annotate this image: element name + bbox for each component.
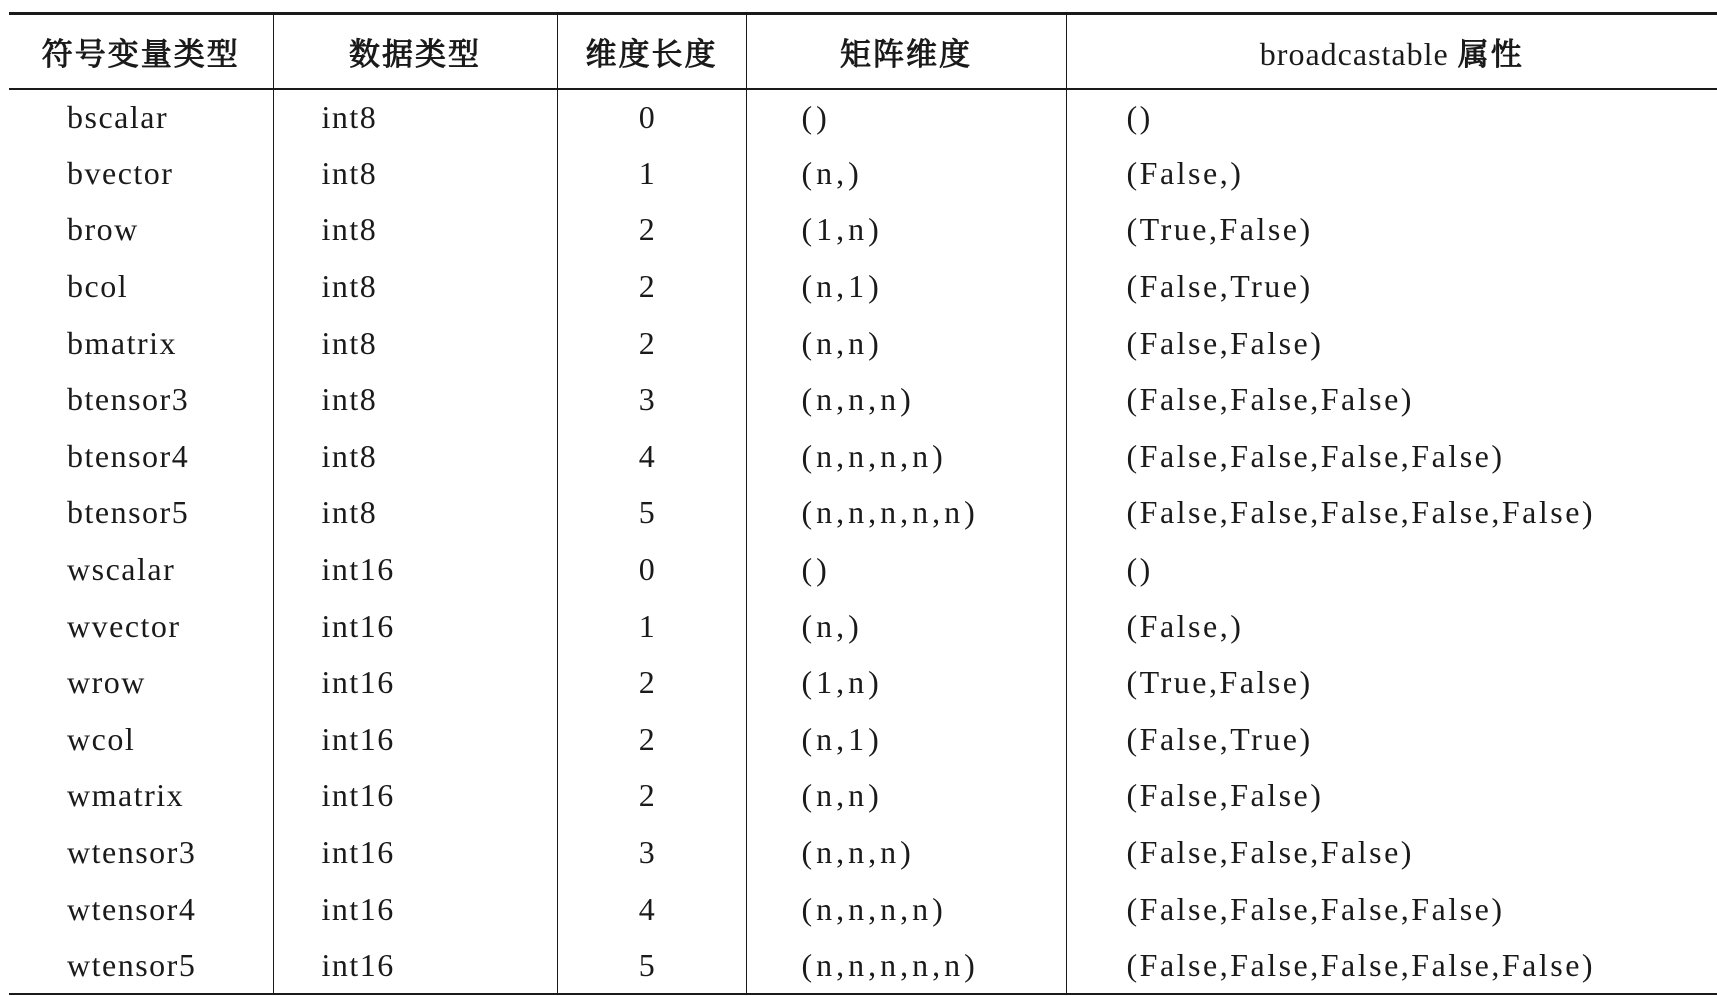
cell-broadcastable: (True,False) [1066, 654, 1717, 711]
cell-broadcastable: (False,False,False,False,False) [1066, 485, 1717, 542]
cell-shape: (n,1) [746, 711, 1066, 768]
cell-ndim: 2 [557, 768, 746, 825]
cell-shape: (n,n,n,n,n) [746, 485, 1066, 542]
cell-ndim: 5 [557, 485, 746, 542]
cell-symbol: wtensor4 [67, 890, 197, 927]
cell-symbol: wtensor3 [67, 834, 197, 871]
table-row [9, 598, 1717, 655]
cell-symbol: brow [67, 211, 139, 248]
cell-broadcastable: (False,False,False,False) [1066, 881, 1717, 938]
cell-symbol: bvector [67, 154, 174, 191]
cell-broadcastable: (False,) [1066, 145, 1717, 202]
cell-data-type: int16 [273, 937, 557, 994]
cell-symbol: bmatrix [67, 324, 178, 361]
cell-shape: (n,n,n,n) [746, 881, 1066, 938]
cell-symbol: btensor3 [67, 381, 190, 418]
cell-broadcastable: (False,) [1066, 598, 1717, 655]
cell-data-type: int8 [273, 485, 557, 542]
cell-ndim: 4 [557, 428, 746, 485]
cell-symbol: wvector [67, 607, 181, 644]
cell-data-type: int16 [273, 881, 557, 938]
cell-broadcastable: (False,False,False) [1066, 371, 1717, 428]
table-row [9, 485, 1717, 542]
cell-data-type: int16 [273, 654, 557, 711]
tensor-type-table [9, 12, 1717, 995]
cell-shape: (n,n) [746, 315, 1066, 372]
table-row [9, 428, 1717, 485]
cell-ndim: 5 [557, 937, 746, 994]
table-row [9, 881, 1717, 938]
cell-symbol: wmatrix [67, 777, 185, 814]
cell-shape: (n,) [746, 598, 1066, 655]
cell-broadcastable: (False,False,False,False,False) [1066, 937, 1717, 994]
cell-shape: (n,n,n) [746, 371, 1066, 428]
cell-symbol: wrow [67, 664, 146, 701]
cell-shape: (1,n) [746, 654, 1066, 711]
cell-ndim: 2 [557, 711, 746, 768]
cell-broadcastable: () [1066, 541, 1717, 598]
cell-broadcastable: (False,True) [1066, 258, 1717, 315]
cell-data-type: int16 [273, 541, 557, 598]
cell-data-type: int8 [273, 428, 557, 485]
cell-shape: (1,n) [746, 202, 1066, 259]
table-row [9, 202, 1717, 259]
cell-symbol: wscalar [67, 551, 176, 588]
header-matrix-dimension: 矩阵维度 [746, 14, 1066, 89]
table-body [9, 89, 1717, 995]
cell-broadcastable: (False,True) [1066, 711, 1717, 768]
table-row [9, 711, 1717, 768]
cell-data-type: int16 [273, 598, 557, 655]
cell-broadcastable: (True,False) [1066, 202, 1717, 259]
cell-symbol: bcol [67, 268, 129, 305]
header-symbol-type: 符号变量类型 [9, 14, 273, 89]
cell-ndim: 2 [557, 258, 746, 315]
table-row [9, 89, 1717, 146]
table-row [9, 258, 1717, 315]
cell-shape: () [746, 89, 1066, 146]
header-broadcastable [1066, 14, 1717, 89]
table-row [9, 541, 1717, 598]
table-header [9, 14, 1717, 89]
header-row [9, 14, 1717, 89]
tensor-type-table-container [9, 12, 1717, 995]
table-row [9, 315, 1717, 372]
cell-shape: (n,n,n) [746, 824, 1066, 881]
cell-shape: (n,n,n,n,n) [746, 937, 1066, 994]
cell-symbol: bscalar [67, 98, 169, 135]
header-broadcastable-attr: 属性 [1457, 36, 1524, 73]
cell-ndim: 1 [557, 598, 746, 655]
cell-ndim: 3 [557, 371, 746, 428]
cell-broadcastable: (False,False,False,False) [1066, 428, 1717, 485]
header-data-type: 数据类型 [273, 14, 557, 89]
cell-symbol: btensor4 [67, 437, 190, 474]
cell-data-type: int8 [273, 315, 557, 372]
cell-ndim: 1 [557, 145, 746, 202]
table-row [9, 937, 1717, 994]
header-dimension-length: 维度长度 [557, 14, 746, 89]
table-row [9, 145, 1717, 202]
cell-shape: (n,n) [746, 768, 1066, 825]
cell-broadcastable: (False,False) [1066, 315, 1717, 372]
cell-data-type: int8 [273, 258, 557, 315]
cell-data-type: int8 [273, 145, 557, 202]
cell-ndim: 3 [557, 824, 746, 881]
cell-ndim: 0 [557, 89, 746, 146]
cell-broadcastable: (False,False,False) [1066, 824, 1717, 881]
cell-symbol: btensor5 [67, 494, 190, 531]
cell-shape: (n,) [746, 145, 1066, 202]
table-row [9, 654, 1717, 711]
cell-ndim: 2 [557, 315, 746, 372]
table-row [9, 371, 1717, 428]
cell-data-type: int8 [273, 89, 557, 146]
cell-ndim: 2 [557, 202, 746, 259]
cell-data-type: int16 [273, 824, 557, 881]
cell-data-type: int8 [273, 371, 557, 428]
table-row [9, 768, 1717, 825]
cell-broadcastable: (False,False) [1066, 768, 1717, 825]
cell-ndim: 4 [557, 881, 746, 938]
table-row [9, 824, 1717, 881]
cell-ndim: 0 [557, 541, 746, 598]
cell-shape: (n,n,n,n) [746, 428, 1066, 485]
cell-symbol: wtensor5 [9, 937, 273, 994]
cell-shape: (n,1) [746, 258, 1066, 315]
cell-ndim: 2 [557, 654, 746, 711]
cell-data-type: int16 [273, 711, 557, 768]
cell-data-type: int16 [273, 768, 557, 825]
cell-data-type: int8 [273, 202, 557, 259]
cell-shape: () [746, 541, 1066, 598]
header-broadcastable-word: broadcastable [1259, 35, 1449, 72]
cell-symbol: wcol [67, 720, 136, 757]
cell-broadcastable: () [1066, 89, 1717, 146]
